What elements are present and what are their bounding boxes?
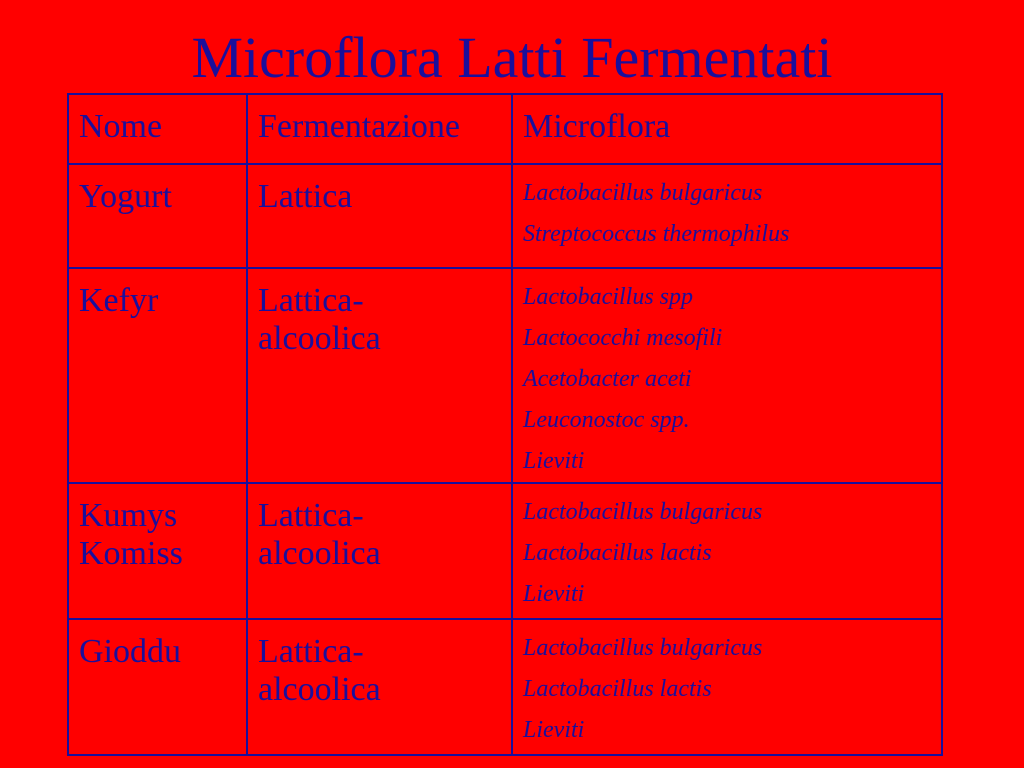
microflora-cell	[512, 483, 942, 619]
microflora-item: Lactobacillus bulgaricus	[523, 499, 763, 525]
fermentation-line: Lattica	[258, 178, 353, 215]
name-cell	[68, 268, 247, 483]
fermentation-text	[258, 269, 511, 358]
name-line: Kumys	[79, 497, 178, 534]
fermentation-line: Lattica-	[258, 282, 364, 319]
header-label: Fermentazione	[258, 108, 461, 145]
fermentation-line: Lattica-	[258, 633, 364, 670]
fermentation-line: alcoolica	[258, 320, 381, 357]
microflora-item: Acetobacter aceti	[523, 366, 692, 392]
microflora-cell	[512, 619, 942, 755]
header-cell-nome	[68, 94, 247, 164]
name-line: Komiss	[79, 535, 183, 572]
fermentation-cell	[247, 164, 512, 268]
name-cell	[68, 164, 247, 268]
header-label: Microflora	[523, 108, 671, 145]
table-row	[68, 164, 942, 268]
name-cell	[68, 483, 247, 619]
slide-title: Microflora Latti Fermentati	[191, 25, 833, 90]
name-text	[79, 165, 246, 216]
fermentation-cell	[247, 619, 512, 755]
microflora-cell	[512, 164, 942, 268]
fermentation-cell	[247, 268, 512, 483]
header-cell-microflora	[512, 94, 942, 164]
microflora-item: Lactobacillus lactis	[523, 676, 712, 702]
microflora-item: Lactococchi mesofili	[523, 325, 723, 351]
table-row	[68, 619, 942, 755]
fermentation-text	[258, 620, 511, 709]
fermentation-line: alcoolica	[258, 535, 381, 572]
microflora-item: Lieviti	[523, 581, 585, 607]
name-line: Yogurt	[79, 178, 172, 215]
name-line: Kefyr	[79, 282, 159, 319]
microflora-item: Lactobacillus bulgaricus	[523, 180, 763, 206]
microflora-item: Leuconostoc spp.	[523, 407, 690, 433]
name-cell	[68, 619, 247, 755]
header-cell-fermentazione	[247, 94, 512, 164]
fermentation-line: Lattica-	[258, 497, 364, 534]
table-header-row	[68, 94, 942, 164]
microflora-list	[523, 620, 941, 751]
header-label: Nome	[79, 108, 163, 145]
name-text	[79, 484, 246, 573]
microflora-item: Lieviti	[523, 448, 585, 474]
microflora-list	[523, 165, 941, 255]
microflora-cell	[512, 268, 942, 483]
fermentation-text	[258, 165, 511, 216]
fermentation-line: alcoolica	[258, 671, 381, 708]
microflora-item: Lactobacillus lactis	[523, 540, 712, 566]
microflora-item: Lactobacillus bulgaricus	[523, 635, 763, 661]
microflora-list	[523, 484, 941, 615]
microflora-item: Streptococcus thermophilus	[523, 221, 790, 247]
microflora-item: Lieviti	[523, 717, 585, 743]
microflora-table	[67, 93, 943, 756]
name-text	[79, 269, 246, 320]
table-row	[68, 268, 942, 483]
microflora-list	[523, 269, 941, 482]
table-row	[68, 483, 942, 619]
name-line: Gioddu	[79, 633, 181, 670]
microflora-item: Lactobacillus spp	[523, 284, 694, 310]
fermentation-text	[258, 484, 511, 573]
fermentation-cell	[247, 483, 512, 619]
name-text	[79, 620, 246, 671]
